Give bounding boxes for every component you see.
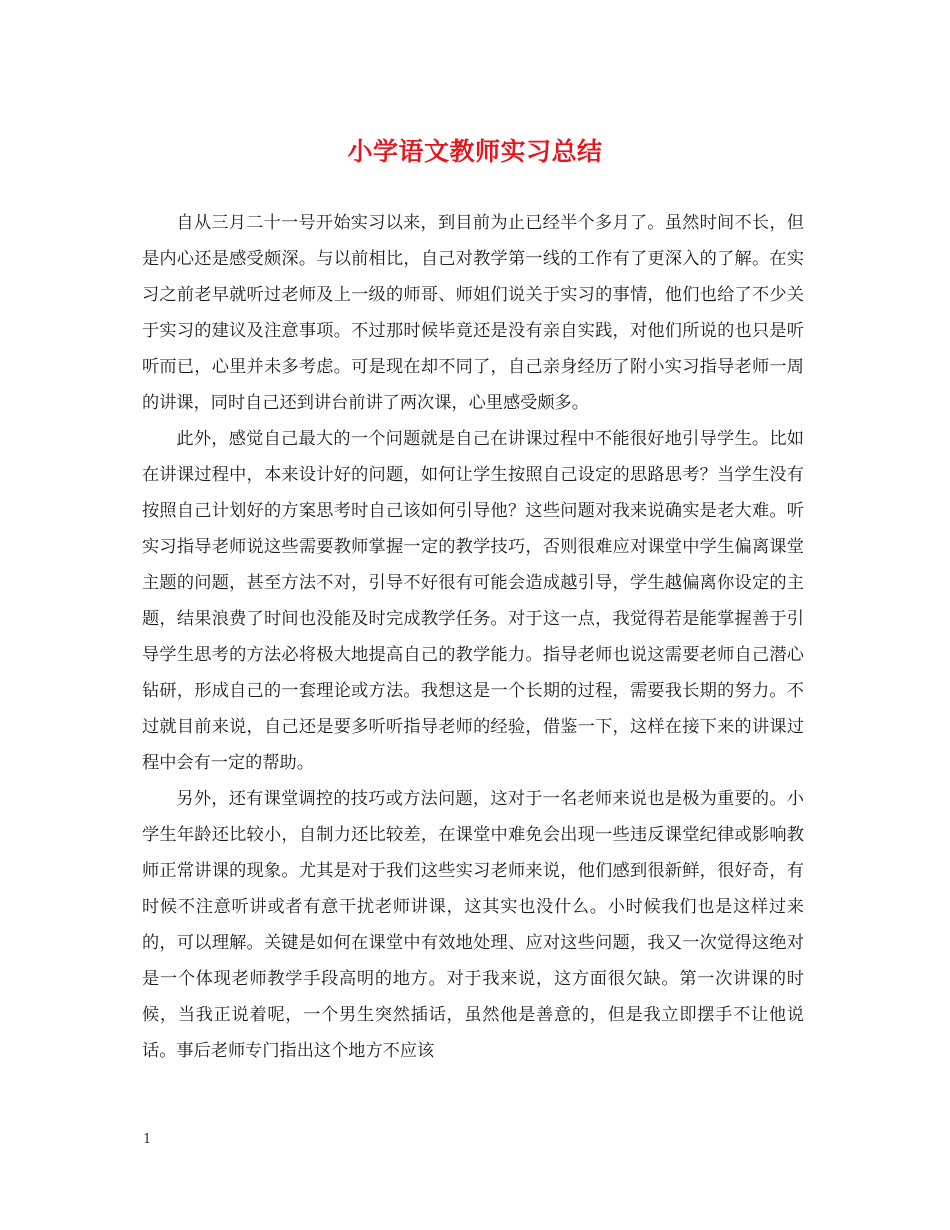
page-number: 1: [143, 1132, 152, 1147]
page-title: 小学语文教师实习总结: [347, 137, 603, 166]
document-body: [142, 205, 804, 1069]
paragraph-2: 此外，感觉自己最大的一个问题就是自己在讲课过程中不能很好地引导学生。比如在讲课过程中，本来设计好的问题，如何让学生按照自己设定的思路思考？当学生没有按照自己计划好的方案思考时自己该如何引导他？这些问题对我来说确实是老大难。听实习指导老师说这些需要教师掌握一定的教学技巧，否则很难应对课堂中学生偏离课堂主题的问题，甚至方法不对，引导不好很有可能会造成越引导，学生越偏离你设定的主题，结果浪费了时间也没能及时完成教学任务。对于这一点，我觉得若是能掌握善于引导学生思考的方法必将极大地提高自己的教学能力。指导老师也说这需要老师自己潜心钻研，形成自己的一套理论或方法。我想这是一个长期的过程，需要我长期的努力。不过就目前来说，自己还是要多听听指导老师的经验，借鉴一下，这样在接下来的讲课过程中会有一定的帮助。: [142, 429, 804, 773]
paragraph-1: 自从三月二十一号开始实习以来，到目前为止已经半个多月了。虽然时间不长，但是内心还是感受颇深。与以前相比，自己对教学第一线的工作有了更深入的了解。在实习之前老早就听过老师及上一级的师哥、师姐们说关于实习的事情，他们也给了不少关于实习的建议及注意事项。不过那时候毕竟还是没有亲自实践，对他们所说的也只是听听而已，心里并未多考虑。可是现在却不同了，自己亲身经历了附小实习指导老师一周的讲课，同时自己还到讲台前讲了两次课，心里感受颇多。: [142, 213, 804, 413]
paragraph-3: 另外，还有课堂调控的技巧或方法问题，这对于一名老师来说也是极为重要的。小学生年龄还比较小，自制力还比较差，在课堂中难免会出现一些违反课堂纪律或影响教师正常讲课的现象。尤其是对于我们这些实习老师来说，他们感到很新鲜，很好奇，有时候不注意听讲或者有意干扰老师讲课，这其实也没什么。小时候我们也是这样过来的，可以理解。关键是如何在课堂中有效地处理、应对这些问题，我又一次觉得这绝对是一个体现老师教学手段高明的地方。对于我来说，这方面很欠缺。第一次讲课的时候，当我正说着呢，一个男生突然插话，虽然他是善意的，但是我立即摆手不让他说话。事后老师专门指出这个地方不应该: [142, 789, 804, 1061]
